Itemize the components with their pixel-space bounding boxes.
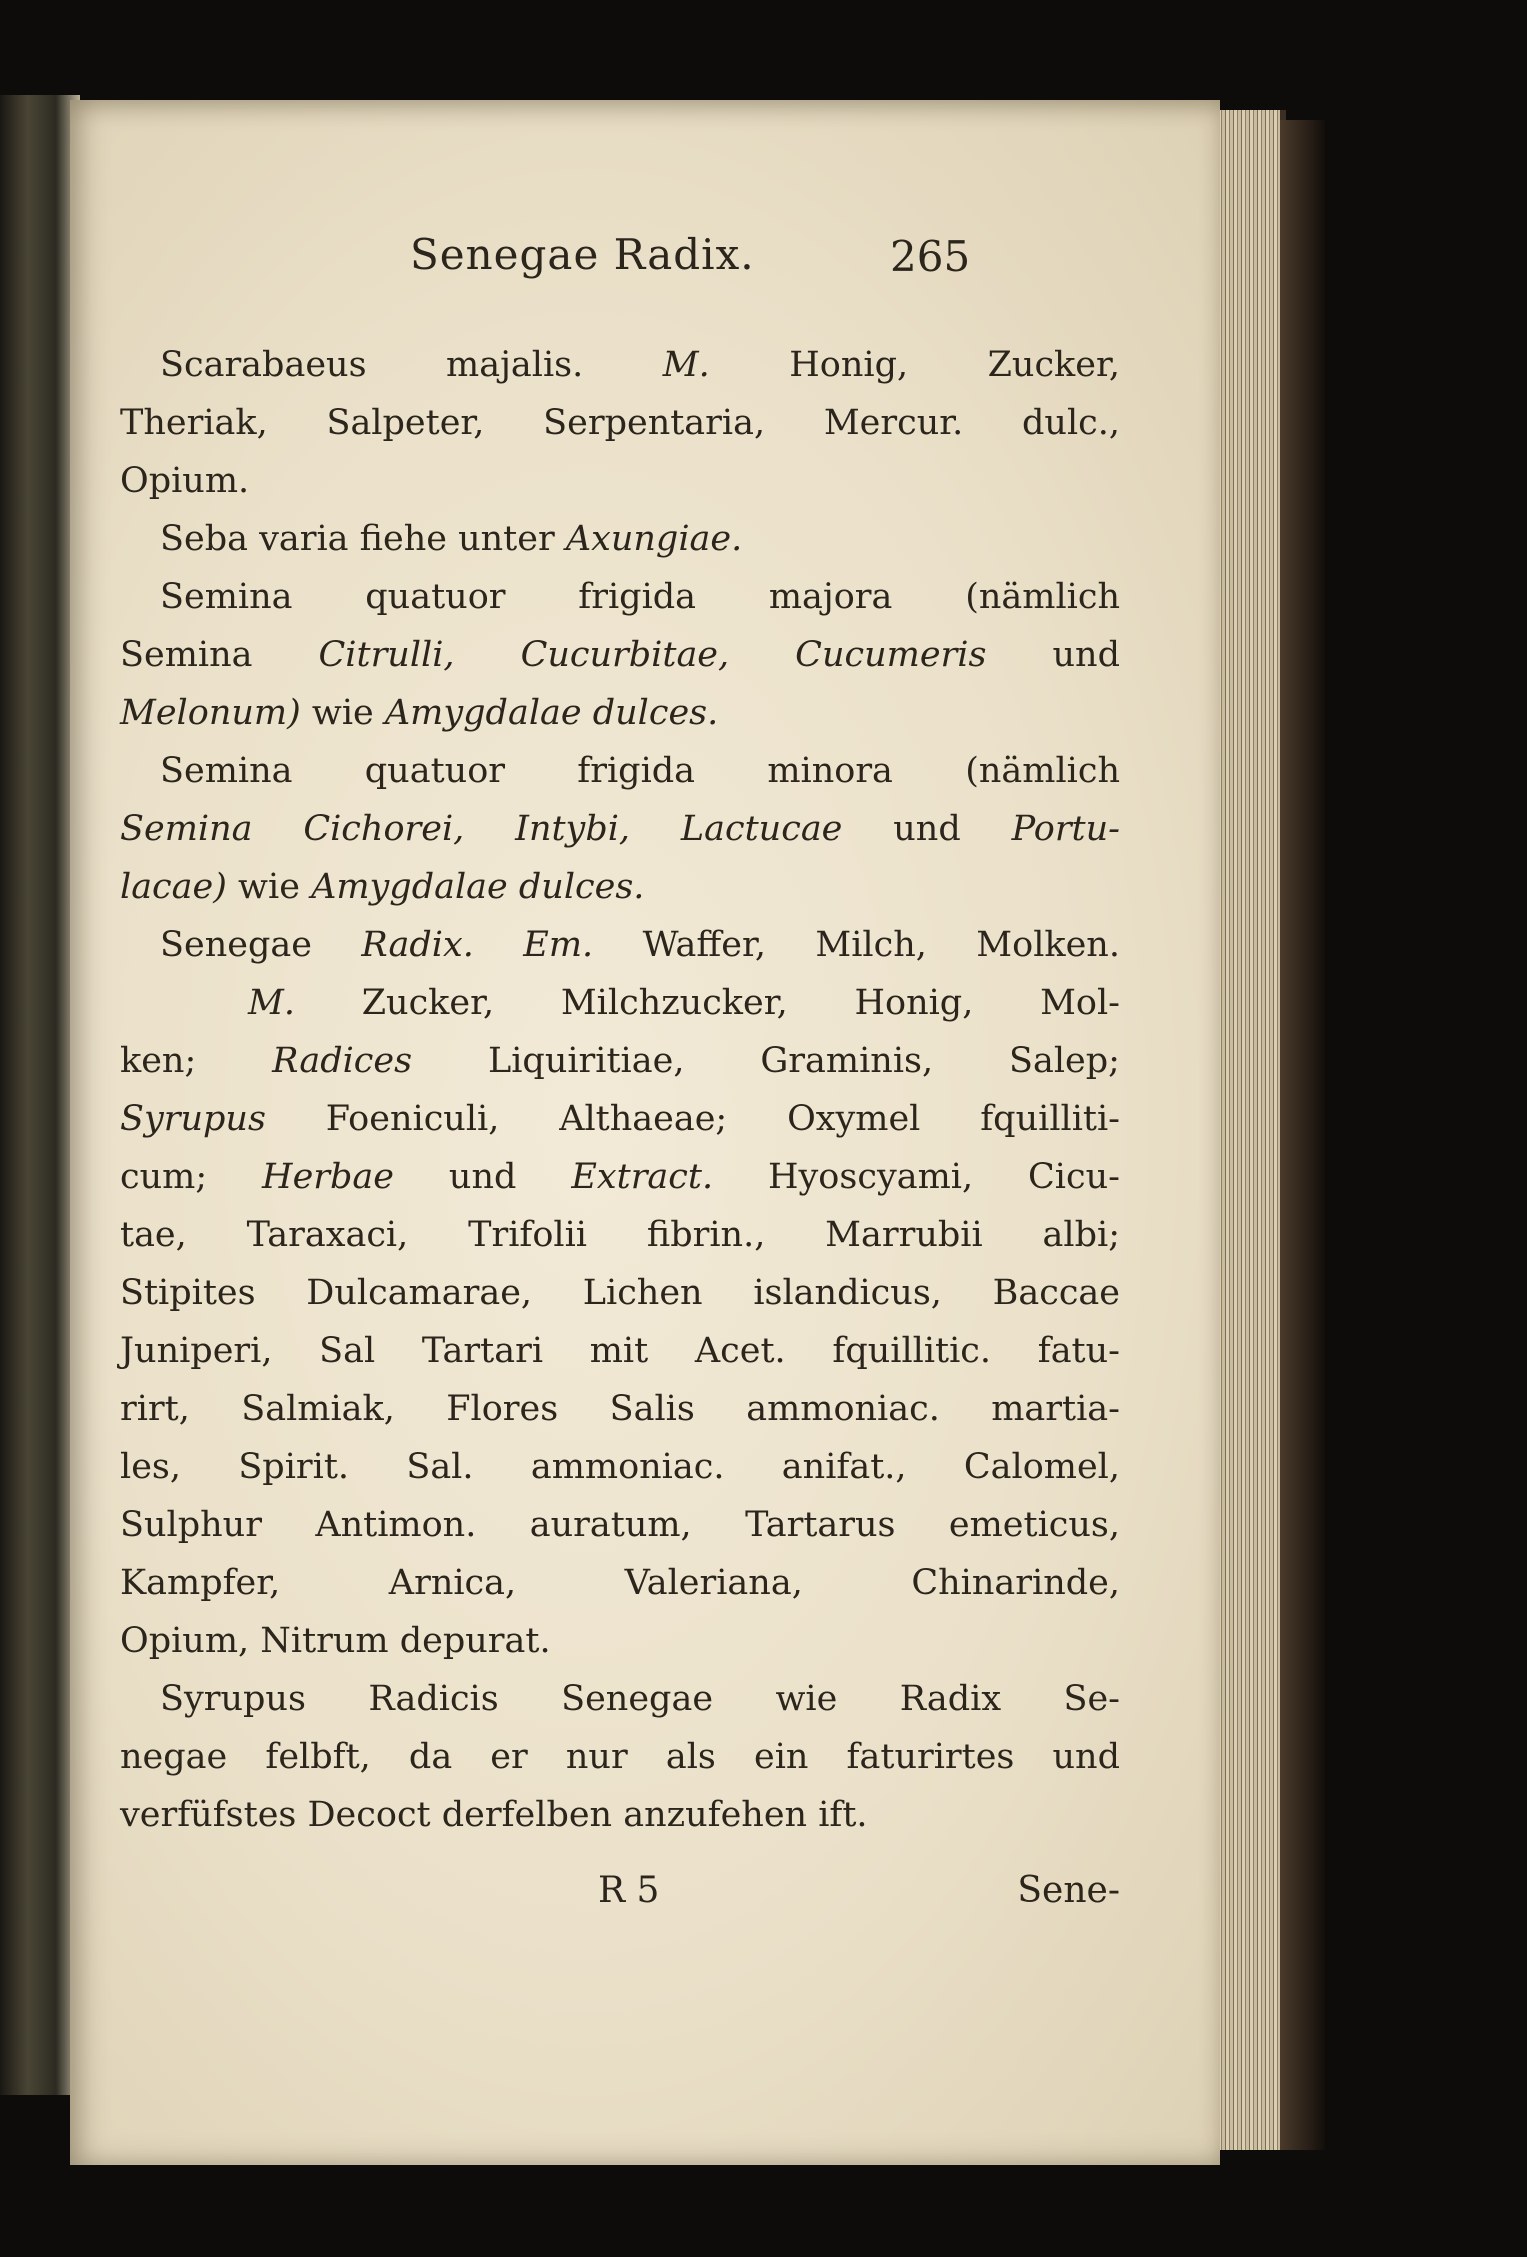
text-line: cum; Herbae und Extract. Hyoscyami, Cicu- (120, 1157, 1120, 1197)
page-footer (120, 1870, 1120, 1920)
signature-mark: R 5 (598, 1870, 660, 1911)
page-number: 265 (890, 232, 971, 281)
text-line: Semina Citrulli, Cucurbitae, Cucumeris und (120, 635, 1120, 675)
text-line: Semina quatuor frigida minora (nämlich (160, 751, 1120, 791)
text-line: Theriak, Salpeter, Serpentaria, Mercur. dulc., (120, 403, 1120, 443)
text-line: Syrupus Radicis Senegae wie Radix Se- (160, 1679, 1120, 1719)
text-line: Senegae Radix. Em. Waffer, Milch, Molken. (160, 925, 1120, 965)
text-line: verfüfstes Decoct derfelben anzufehen ift. (120, 1795, 868, 1835)
book-gutter (0, 95, 80, 2095)
text-line: ken; Radices Liquiritiae, Graminis, Salep; (120, 1041, 1120, 1081)
text-line: Scarabaeus majalis. M. Honig, Zucker, (160, 345, 1120, 385)
text-line: Stipites Dulcamarae, Lichen islandicus, Baccae (120, 1273, 1120, 1313)
running-title: Senegae Radix. (410, 230, 755, 279)
text-line: M. Zucker, Milchzucker, Honig, Mol- (248, 983, 1120, 1023)
page-content (120, 220, 1120, 1911)
text-line: Kampfer, Arnica, Valeriana, Chinarinde, (120, 1563, 1120, 1603)
text-line: rirt, Salmiak, Flores Salis ammoniac. martia- (120, 1389, 1120, 1429)
text-line: les, Spirit. Sal. ammoniac. anifat., Calomel, (120, 1447, 1120, 1487)
page-header (120, 220, 1120, 300)
text-line: Melonum) wie Amygdalae dulces. (120, 693, 719, 733)
text-line: Semina Cichorei, Intybi, Lactucae und Portu- (120, 809, 1120, 849)
text-line: Opium, Nitrum depurat. (120, 1621, 551, 1661)
text-line: Juniperi, Sal Tartari mit Acet. fquillitic. fatu- (120, 1331, 1120, 1371)
text-line: lacae) wie Amygdalae dulces. (120, 867, 645, 907)
text-line: negae felbft, da er nur als ein faturirtes und (120, 1737, 1120, 1777)
text-line: Seba varia fiehe unter Axungiae. (160, 519, 743, 559)
text-line: Syrupus Foeniculi, Althaeae; Oxymel fquilliti- (120, 1099, 1120, 1139)
text-line: Opium. (120, 461, 250, 501)
text-line: Semina quatuor frigida majora (nämlich (160, 577, 1120, 617)
text-line: tae, Taraxaci, Trifolii fibrin., Marrubii albi; (120, 1215, 1120, 1255)
text-line: Sulphur Antimon. auratum, Tartarus emeticus, (120, 1505, 1120, 1545)
book-cover-edge (1280, 120, 1325, 2150)
catchword: Sene- (1017, 1870, 1120, 1911)
